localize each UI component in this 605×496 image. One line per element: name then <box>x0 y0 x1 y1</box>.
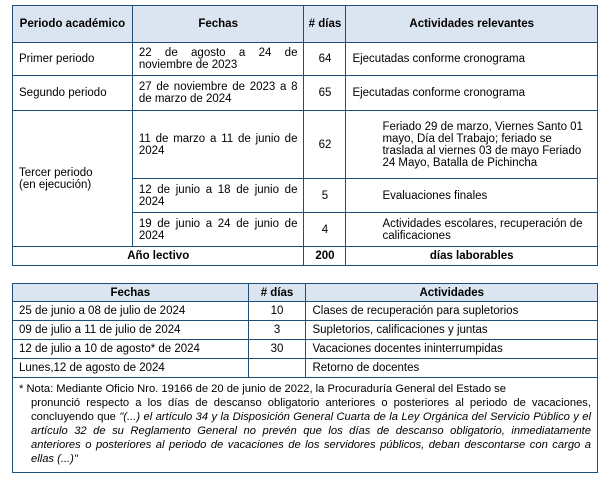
total-dias: 200 <box>304 247 346 266</box>
actividades-cell: Clases de recuperación para supletorios <box>306 302 598 321</box>
dias-cell: 5 <box>304 179 346 213</box>
header-dias: # días <box>304 6 346 43</box>
vacation-note <box>13 378 598 473</box>
note-quote: "(...) el artículo 34 y la Disposición General Cuarta de la Ley Orgánica del Servicio Público y el artículo 32 de su Reglamento General no prevén que los días de descanso obligatorio, inmediatamente anteriores o posteriores al periodo de vacaciones de los servidores públicos, deban descontarse con cargo a ellas (...)" <box>31 411 592 465</box>
tercer-periodo-cell <box>13 111 133 247</box>
table-row <box>13 43 598 76</box>
actividades-cell: Vacaciones docentes ininterrumpidas <box>306 340 598 359</box>
header-fechas: Fechas <box>132 6 304 43</box>
header-fechas: Fechas <box>13 284 249 302</box>
actividades-cell: Evaluaciones finales <box>346 179 598 213</box>
periodo-cell: Primer periodo <box>13 43 133 76</box>
note-first-line: * Nota: Mediante Oficio Nro. 19166 de 20 de junio de 2022, la Procuraduría General del Estado se <box>19 383 506 395</box>
fechas-cell: 09 de julio a 11 de julio de 2024 <box>13 321 249 340</box>
fechas-cell: 25 de junio a 08 de julio de 2024 <box>13 302 249 321</box>
header-actividades: Actividades relevantes <box>346 6 598 43</box>
actividades-cell: Ejecutadas conforme cronograma <box>346 76 598 111</box>
tercer-periodo-label: Tercer periodo <box>19 166 93 179</box>
table-row <box>13 111 598 179</box>
fechas-cell: 12 de junio a 18 de junio de 2024 <box>132 179 304 213</box>
table-row <box>13 76 598 111</box>
dias-cell: 3 <box>248 321 306 340</box>
dias-laborables-label: días laborables <box>346 247 598 266</box>
table2-header-row <box>13 284 598 302</box>
academic-periods-table <box>12 5 598 266</box>
fechas-cell: Lunes,12 de agosto de 2024 <box>13 359 249 378</box>
dias-cell <box>248 359 306 378</box>
dias-cell: 30 <box>248 340 306 359</box>
header-actividades: Actividades <box>306 284 598 302</box>
dias-cell: 65 <box>304 76 346 111</box>
tercer-periodo-status: (en ejecución) <box>19 178 92 191</box>
note-body <box>19 396 591 466</box>
table1-footer-row <box>13 247 598 266</box>
dias-cell: 62 <box>304 111 346 179</box>
table-row <box>13 321 598 340</box>
periodo-cell: Segundo periodo <box>13 76 133 111</box>
table-row <box>13 340 598 359</box>
actividades-cell: Ejecutadas conforme cronograma <box>346 43 598 76</box>
actividades-cell: Actividades escolares, recuperación de calificaciones <box>346 213 598 247</box>
actividades-cell: Supletorios, calificaciones y juntas <box>306 321 598 340</box>
fechas-cell: 12 de julio a 10 de agosto* de 2024 <box>13 340 249 359</box>
header-periodo: Periodo académico <box>13 6 133 43</box>
ano-lectivo-label: Año lectivo <box>13 247 304 266</box>
fechas-cell: 27 de noviembre de 2023 a 8 de marzo de 2024 <box>132 76 304 111</box>
note-rest: pronunció respecto a los días de descanso obligatorio anteriores o posteriores al periodo de vacaciones, concluyendo que <box>31 397 591 423</box>
note-row <box>13 378 598 473</box>
fechas-cell: 19 de junio a 24 de junio de 2024 <box>132 213 304 247</box>
table-row <box>13 302 598 321</box>
dias-cell: 4 <box>304 213 346 247</box>
table-row <box>13 359 598 378</box>
dias-cell: 64 <box>304 43 346 76</box>
actividades-cell: Feriado 29 de marzo, Viernes Santo 01 mayo, Día del Trabajo; feriado se traslada al viernes 03 de mayo Feriado 24 Mayo, Batalla de Pichincha <box>346 111 598 179</box>
actividades-cell: Retorno de docentes <box>306 359 598 378</box>
dias-cell: 10 <box>248 302 306 321</box>
fechas-cell: 11 de marzo a 11 de junio de 2024 <box>132 111 304 179</box>
table1-header-row <box>13 6 598 43</box>
header-dias: # días <box>248 284 306 302</box>
fechas-cell: 22 de agosto a 24 de noviembre de 2023 <box>132 43 304 76</box>
vacations-table <box>12 283 598 473</box>
